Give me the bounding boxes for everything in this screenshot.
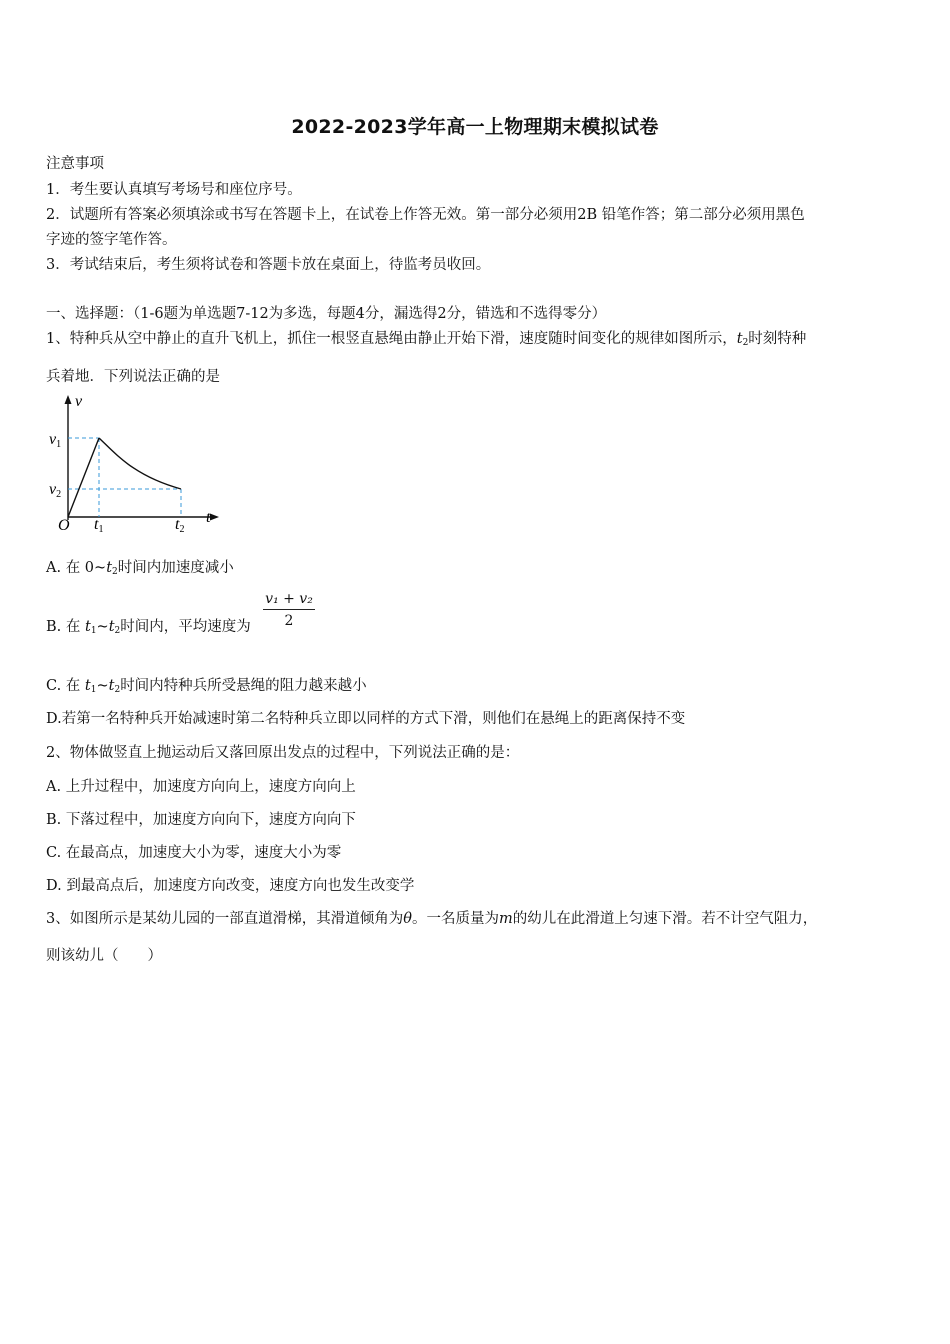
origin-label: O [58,517,70,534]
q2-option-c: C. 在最高点，加速度大小为零，速度大小为零 [46,845,342,861]
notice-item-1: 1．考生要认真填写考场号和座位序号。 [46,182,302,198]
q1-stem-line1: 1、特种兵从空中静止的直升飞机上，抓住一根竖直悬绳由静止开始下滑，速度随时间变化的规律如图所示，$t_2$时刻特种 [46,331,807,348]
q1-stem-line2: 兵着地．下列说法正确的是 [46,369,220,385]
q1-option-b: B. 在 $t_1\sim t_2$时间内，平均速度为 [46,619,251,636]
notice-item-3: 3．考试结束后，考生须将试卷和答题卡放在桌面上，待监考员收回。 [46,257,491,273]
fraction-bar [263,609,315,610]
q2-option-b: B. 下落过程中，加速度方向向下，速度方向向下 [46,812,356,828]
v2-label: v2 [49,481,62,500]
v-axis-label: v [75,393,83,410]
fraction-denominator: 2 [284,613,294,629]
average-velocity-fraction [263,590,315,630]
fraction-numerator: v₁ + v₂ [265,591,313,607]
t1-label: t1 [94,516,104,534]
q2-option-a: A. 上升过程中，加速度方向向上，速度方向向上 [46,779,356,795]
notice-item-2-cont: 字迹的签字笔作答。 [46,232,177,248]
v1-label: v1 [49,431,62,450]
q2-option-d: D. 到最高点后，加速度方向改变，速度方向也发生改变学 [46,878,415,894]
q3-stem-line1: 3、如图所示是某幼儿园的一部直道滑梯，其滑道倾角为θ。一名质量为m的幼儿在此滑道上匀速下滑。若不计空气阻力， [46,911,818,927]
accel-segment [68,438,99,517]
notice-item-2: 2．试题所有答案必须填涂或书写在答题卡上，在试卷上作答无效。第一部分必须用2B 铅笔作答；第二部分必须用黑色 [46,207,805,223]
t-axis-label: t [206,509,211,526]
q1-option-c: C. 在 $t_1\sim t_2$时间内特种兵所受悬绳的阻力越来越小 [46,678,367,695]
t-axis-arrow [210,514,219,521]
q3-stem-line2: 则该幼儿（ ） [46,948,162,964]
q1-vt-graph [44,392,224,534]
q1-option-a: A. 在 $0\sim t_2$时间内加速度减小 [46,560,234,577]
t2-label: t2 [175,516,185,534]
notice-heading: 注意事项 [46,156,104,172]
q2-stem: 2、物体做竖直上抛运动后又落回原出发点的过程中，下列说法正确的是： [46,745,520,761]
decel-curve [99,438,181,489]
q1-option-d: D.若第一名特种兵开始减速时第二名特种兵立即以同样的方式下滑，则他们在悬绳上的距离保持不变 [46,711,686,727]
section-heading: 一、选择题：（1-6题为单选题7-12为多选，每题4分，漏选得2分，错选和不选得零分） [46,306,607,322]
v-axis-arrow [65,395,72,404]
page-title: 2022-2023学年高一上物理期末模拟试卷 [291,116,659,138]
